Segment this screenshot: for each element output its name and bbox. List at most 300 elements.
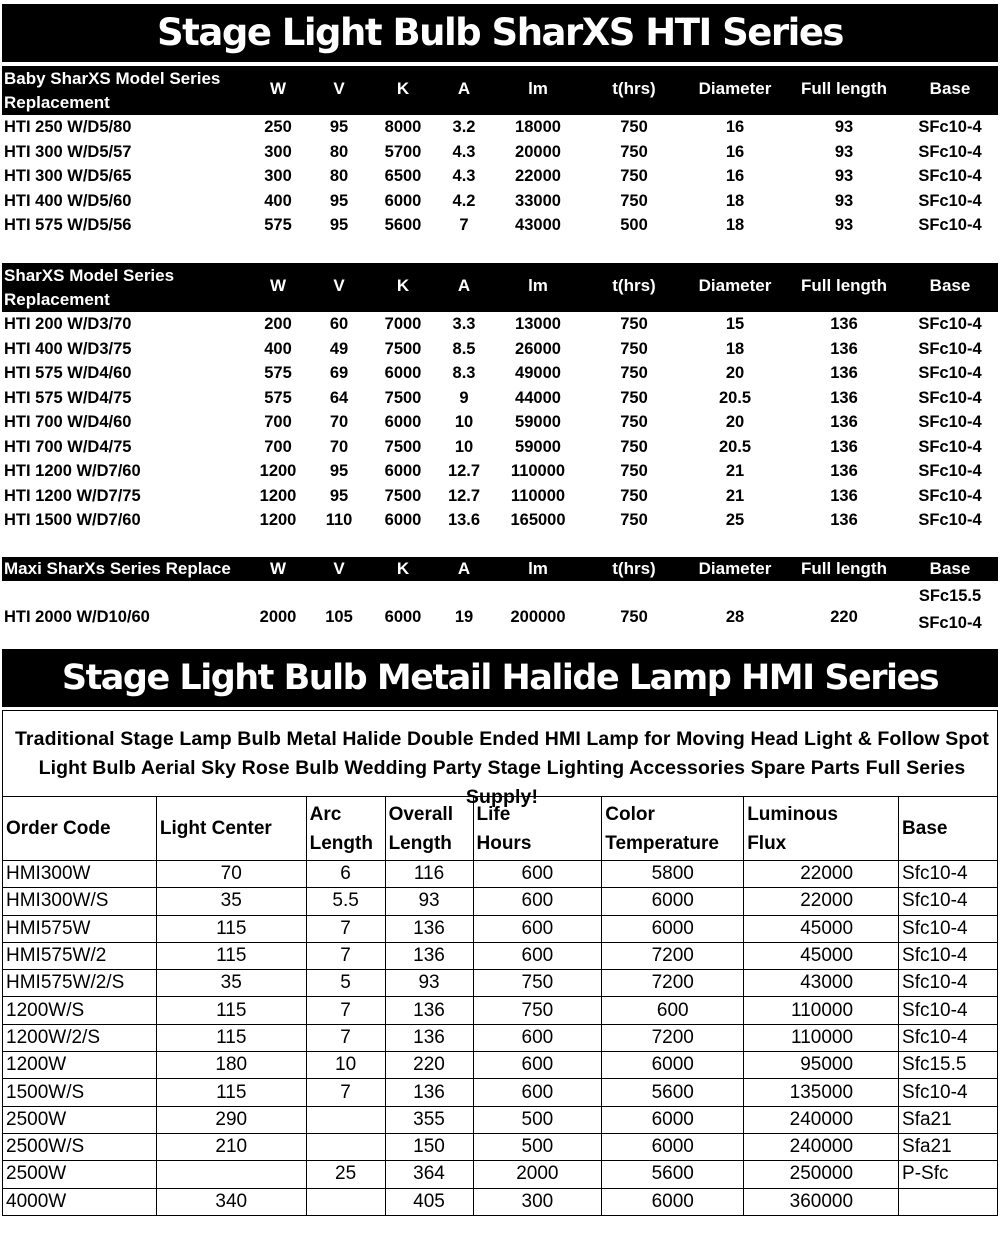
hmi-cell-life-hours: 300 [473,1188,602,1215]
hmi-cell-light-center [156,1161,306,1188]
cell-full-length: 93 [834,167,854,185]
baby-sharxs-title-line1: Baby SharXS Model Series [4,69,221,88]
cell-diameter: 16 [725,118,745,136]
hmi-cell-light-center: 340 [156,1188,306,1215]
maxi-sharxs-title: Maxi SharXs Series Replace [4,559,231,578]
hmi-cell-overall-length: 136 [385,997,473,1024]
baby-sharxs-section [2,66,998,238]
hmi-cell-arc-length [306,1106,385,1133]
col-w: W [269,276,287,295]
hmi-cell-overall-length: 220 [385,1052,473,1079]
table-row [2,337,998,362]
cell-base: SFc10-4 [918,167,982,185]
col-t: t(hrs) [612,276,656,295]
hmi-cell-color-temperature: 6000 [602,1052,744,1079]
cell-lm: 26000 [515,339,561,358]
cell-full-length: 136 [830,486,858,505]
hmi-cell-base: Sfa21 [899,1133,998,1160]
hmi-cell-overall-length: 136 [385,1079,473,1106]
cell-full-length: 136 [830,437,858,456]
cell-v: 69 [329,364,349,382]
cell-lm: 49000 [515,364,561,382]
cell-base: SFc10-4 [918,437,982,456]
cell-w: 300 [264,167,292,185]
maxi-lm: 200000 [510,608,566,626]
hmi-cell-order-code: HMI575W/2 [3,942,157,969]
hmi-cell-luminous-flux: 240000 [744,1106,899,1133]
hmi-cell-life-hours: 750 [473,970,602,997]
hmi-cell-overall-length: 355 [385,1106,473,1133]
col-a: A [457,559,471,578]
cell-a: 12.7 [447,486,481,505]
hmi-table-box [2,710,998,1216]
cell-a: 7 [459,216,469,234]
hmi-cell-order-code: 1200W [3,1052,157,1079]
hmi-cell-base: Sfc10-4 [899,861,998,888]
maxi-k: 6000 [384,608,422,626]
cell-base: SFc10-4 [918,486,982,505]
cell-v: 70 [329,413,349,431]
cell-k: 6000 [384,511,422,529]
cell-model: HTI 400 W/D3/75 [4,339,132,358]
cell-a: 3.3 [452,315,476,333]
table-row [2,140,998,165]
hmi-description-line1: Traditional Stage Lamp Bulb Metal Halide Double Ended HMI Lamp for Moving Head Light & Follow Spot [15,728,989,750]
table-row [3,1079,998,1106]
cell-k: 6000 [384,462,422,480]
cell-t: 750 [620,511,648,529]
col-full-length: Full length [801,559,887,578]
table-row [2,410,998,435]
cell-base: SFc10-4 [918,413,982,431]
cell-v: 49 [329,339,349,358]
table-row [3,1106,998,1133]
hmi-cell-overall-length: 136 [385,942,473,969]
hmi-cell-life-hours: 600 [473,1024,602,1051]
cell-model: HTI 1500 W/D7/60 [4,511,141,529]
hmi-cell-base: P-Sfc [899,1161,998,1188]
cell-t: 500 [620,216,648,234]
cell-a: 3.2 [452,118,476,136]
table-row [2,115,998,140]
cell-diameter: 25 [725,511,745,529]
cell-t: 750 [620,339,648,358]
cell-a: 9 [459,388,469,407]
table-row [2,312,998,337]
table-row [2,435,998,460]
hmi-table [2,796,998,1216]
hmi-cell-luminous-flux: 360000 [744,1188,899,1215]
hmi-cell-luminous-flux: 110000 [744,1024,899,1051]
hmi-cell-light-center: 70 [156,861,306,888]
cell-v: 95 [329,462,349,480]
hmi-cell-arc-length: 10 [306,1052,385,1079]
cell-w: 575 [264,364,292,382]
hmi-cell-life-hours: 600 [473,1079,602,1106]
sharxs-rows [2,312,998,533]
cell-diameter: 18 [725,339,745,358]
cell-k: 6000 [384,364,422,382]
hmi-cell-arc-length: 5 [306,970,385,997]
cell-model: HTI 700 W/D4/60 [4,413,132,431]
sharxs-title-line2: Replacement [4,290,110,309]
hmi-cell-color-temperature: 6000 [602,915,744,942]
cell-w: 1200 [259,511,297,529]
col-k: K [396,79,410,98]
sharxs-header [2,263,998,312]
cell-v: 95 [329,486,349,505]
col-full-length: Full length [801,276,887,295]
cell-t: 750 [620,191,648,210]
hmi-col-arc-length: Arc Length [306,797,385,861]
cell-base: SFc10-4 [918,191,982,210]
table-row [3,1188,998,1215]
cell-v: 95 [329,191,349,210]
hmi-cell-arc-length: 7 [306,1024,385,1051]
cell-base: SFc10-4 [918,339,982,358]
hmi-cell-order-code: HMI300W/S [3,888,157,915]
hmi-col-luminous-flux: Luminous Flux [744,797,899,861]
cell-lm: 110000 [510,486,566,505]
hmi-cell-order-code: 2500W [3,1161,157,1188]
cell-base: SFc10-4 [918,118,982,136]
cell-a: 8.3 [452,364,476,382]
maxi-w: 2000 [259,608,297,626]
maxi-model: HTI 2000 W/D10/60 [4,608,150,626]
cell-t: 750 [620,315,648,333]
table-row [3,1052,998,1079]
cell-a: 4.3 [452,167,476,185]
cell-w: 700 [264,413,292,431]
table-row [2,213,998,238]
col-t: t(hrs) [612,79,656,98]
baby-sharxs-title-line2: Replacement [4,93,110,112]
hmi-cell-life-hours: 600 [473,1052,602,1079]
col-lm: lm [528,79,548,98]
cell-lm: 20000 [515,142,561,161]
cell-lm: 59000 [515,437,561,456]
cell-k: 7000 [384,315,422,333]
cell-w: 1200 [259,486,297,505]
hmi-cell-order-code: 2500W/S [3,1133,157,1160]
col-diameter: Diameter [698,276,772,295]
hmi-cell-light-center: 115 [156,1079,306,1106]
col-full-length: Full length [801,79,887,98]
cell-w: 250 [264,118,292,136]
cell-diameter: 18 [725,216,745,234]
hmi-cell-luminous-flux: 22000 [744,888,899,915]
cell-full-length: 136 [830,413,858,431]
table-row [3,888,998,915]
hmi-cell-life-hours: 600 [473,942,602,969]
cell-w: 200 [264,315,292,333]
hmi-col-order-code: Order Code [3,797,157,861]
maxi-full-length: 220 [830,608,858,626]
hmi-cell-life-hours: 600 [473,861,602,888]
cell-full-length: 93 [834,191,854,210]
hmi-cell-color-temperature: 6000 [602,1106,744,1133]
col-base: Base [929,79,971,98]
cell-model: HTI 1200 W/D7/60 [4,462,141,480]
cell-w: 575 [264,216,292,234]
hmi-cell-light-center: 115 [156,942,306,969]
hmi-col-light-center: Light Center [156,797,306,861]
cell-w: 300 [264,142,292,161]
cell-full-length: 93 [834,216,854,234]
cell-k: 7500 [384,339,422,358]
hmi-cell-base: Sfa21 [899,1106,998,1133]
hmi-cell-light-center: 115 [156,915,306,942]
cell-diameter: 21 [725,462,745,480]
cell-diameter: 20 [725,413,745,431]
hmi-cell-luminous-flux: 110000 [744,997,899,1024]
sharxs-title-line1: SharXS Model Series [4,266,175,285]
cell-v: 110 [325,511,353,529]
hmi-cell-color-temperature: 6000 [602,1133,744,1160]
col-k: K [396,559,410,578]
cell-v: 80 [329,142,349,161]
hmi-cell-base: Sfc10-4 [899,915,998,942]
cell-t: 750 [620,413,648,431]
hmi-cell-base: Sfc10-4 [899,888,998,915]
cell-model: HTI 250 W/D5/80 [4,118,132,136]
hmi-header-row [3,797,998,861]
hmi-cell-arc-length: 7 [306,942,385,969]
hmi-cell-light-center: 210 [156,1133,306,1160]
hmi-cell-overall-length: 405 [385,1188,473,1215]
cell-a: 12.7 [447,462,481,480]
cell-k: 7500 [384,437,422,456]
cell-v: 80 [329,167,349,185]
hmi-cell-light-center: 115 [156,1024,306,1051]
cell-v: 95 [329,118,349,136]
cell-lm: 22000 [515,167,561,185]
table-row [3,1161,998,1188]
cell-lm: 44000 [515,388,561,407]
col-diameter: Diameter [698,79,772,98]
hmi-cell-life-hours: 750 [473,997,602,1024]
table-row [2,609,998,637]
table-row [3,970,998,997]
col-diameter: Diameter [698,559,772,578]
col-v: V [333,276,345,295]
hmi-cell-base: Sfc10-4 [899,970,998,997]
cell-lm: 18000 [515,118,561,136]
hmi-series-banner: Stage Light Bulb Metail Halide Lamp HMI Series [2,649,998,707]
hmi-cell-luminous-flux: 43000 [744,970,899,997]
maxi-diameter: 28 [725,608,745,626]
cell-base: SFc10-4 [918,511,982,529]
cell-model: HTI 1200 W/D7/75 [4,486,141,505]
hmi-cell-luminous-flux: 95000 [744,1052,899,1079]
hmi-cell-order-code: 1200W/2/S [3,1024,157,1051]
cell-diameter: 20.5 [718,437,752,456]
hmi-cell-light-center: 115 [156,997,306,1024]
cell-k: 5700 [384,142,422,161]
maxi-sharxs-section [2,557,998,637]
hmi-cell-arc-length [306,1188,385,1215]
cell-t: 750 [620,437,648,456]
cell-full-length: 136 [830,364,858,382]
col-v: V [333,559,345,578]
cell-lm: 13000 [515,315,561,333]
cell-full-length: 136 [830,511,858,529]
hmi-table-body [3,861,998,1216]
hmi-cell-life-hours: 600 [473,915,602,942]
cell-model: HTI 575 W/D4/75 [4,388,132,407]
maxi-v: 105 [325,608,353,626]
cell-v: 60 [329,315,349,333]
cell-full-length: 136 [830,315,858,333]
hti-series-banner: Stage Light Bulb SharXS HTI Series [2,4,998,62]
hmi-cell-arc-length: 7 [306,1079,385,1106]
baby-sharxs-rows [2,115,998,238]
hmi-description [3,711,997,808]
cell-t: 750 [620,486,648,505]
hmi-col-overall-length: Overall Length [385,797,473,861]
cell-v: 70 [329,437,349,456]
cell-full-length: 136 [830,462,858,480]
cell-full-length: 136 [830,388,858,407]
cell-t: 750 [620,167,648,185]
hmi-cell-overall-length: 136 [385,915,473,942]
hmi-description-line2: Light Bulb Aerial Sky Rose Bulb Wedding Party Stage Lighting Accessories Spare Parts Full Series Supply! [38,757,966,808]
hmi-cell-light-center: 35 [156,888,306,915]
cell-model: HTI 200 W/D3/70 [4,315,132,333]
cell-model: HTI 300 W/D5/65 [4,167,132,185]
hmi-cell-arc-length: 7 [306,915,385,942]
table-row [2,361,998,386]
maxi-base-line2: SFc10-4 [918,614,982,632]
cell-lm: 165000 [510,511,566,529]
col-a: A [457,79,471,98]
hmi-cell-overall-length: 364 [385,1161,473,1188]
hmi-cell-light-center: 35 [156,970,306,997]
cell-k: 7500 [384,486,422,505]
hmi-cell-order-code: 4000W [3,1188,157,1215]
cell-model: HTI 700 W/D4/75 [4,437,132,456]
cell-k: 7500 [384,388,422,407]
table-row [3,915,998,942]
table-row [3,1133,998,1160]
cell-model: HTI 575 W/D4/60 [4,364,132,382]
hmi-cell-order-code: HMI575W [3,915,157,942]
table-row [3,997,998,1024]
cell-v: 95 [329,216,349,234]
cell-diameter: 16 [725,167,745,185]
cell-w: 700 [264,437,292,456]
hmi-cell-order-code: HMI575W/2/S [3,970,157,997]
hmi-cell-order-code: 1200W/S [3,997,157,1024]
cell-w: 400 [264,339,292,358]
hmi-cell-overall-length: 150 [385,1133,473,1160]
hmi-cell-color-temperature: 7200 [602,970,744,997]
hmi-cell-life-hours: 2000 [473,1161,602,1188]
col-lm: lm [528,559,548,578]
cell-a: 13.6 [447,511,481,529]
cell-w: 1200 [259,462,297,480]
hmi-cell-overall-length: 93 [385,970,473,997]
cell-model: HTI 300 W/D5/57 [4,142,132,161]
hmi-cell-luminous-flux: 240000 [744,1133,899,1160]
cell-t: 750 [620,364,648,382]
hmi-cell-luminous-flux: 250000 [744,1161,899,1188]
table-row [2,508,998,533]
col-base: Base [929,276,971,295]
table-row [2,164,998,189]
cell-w: 575 [264,388,292,407]
cell-diameter: 18 [725,191,745,210]
table-row [2,459,998,484]
cell-lm: 110000 [510,462,566,480]
hmi-cell-overall-length: 116 [385,861,473,888]
table-row [2,189,998,214]
maxi-a: 19 [454,608,474,626]
hmi-cell-arc-length: 5.5 [306,888,385,915]
col-base: Base [929,559,971,578]
baby-sharxs-header [2,66,998,115]
hmi-cell-arc-length: 6 [306,861,385,888]
hmi-cell-arc-length: 25 [306,1161,385,1188]
hmi-cell-light-center: 180 [156,1052,306,1079]
hmi-cell-life-hours: 600 [473,888,602,915]
hmi-cell-light-center: 290 [156,1106,306,1133]
table-row [3,1024,998,1051]
cell-w: 400 [264,191,292,210]
cell-t: 750 [620,118,648,136]
hmi-cell-color-temperature: 7200 [602,942,744,969]
cell-full-length: 93 [834,142,854,161]
cell-diameter: 21 [725,486,745,505]
hmi-cell-luminous-flux: 135000 [744,1079,899,1106]
hmi-cell-overall-length: 136 [385,1024,473,1051]
cell-base: SFc10-4 [918,216,982,234]
cell-lm: 43000 [515,216,561,234]
hmi-cell-color-temperature: 6000 [602,888,744,915]
col-lm: lm [528,276,548,295]
hmi-cell-arc-length: 7 [306,997,385,1024]
cell-t: 750 [620,462,648,480]
col-k: K [396,276,410,295]
hmi-cell-arc-length [306,1133,385,1160]
table-row [3,861,998,888]
hmi-cell-base: Sfc15.5 [899,1052,998,1079]
cell-base: SFc10-4 [918,462,982,480]
col-t: t(hrs) [612,559,656,578]
table-row [2,484,998,509]
hmi-cell-color-temperature: 5600 [602,1161,744,1188]
cell-diameter: 20.5 [718,388,752,407]
hmi-cell-luminous-flux: 45000 [744,942,899,969]
hmi-cell-color-temperature: 5800 [602,861,744,888]
cell-base: SFc10-4 [918,388,982,407]
cell-base: SFc10-4 [918,142,982,161]
cell-full-length: 136 [830,339,858,358]
maxi-base-line1: SFc15.5 [918,587,982,605]
cell-full-length: 93 [834,118,854,136]
hmi-cell-life-hours: 500 [473,1106,602,1133]
hmi-cell-order-code: 2500W [3,1106,157,1133]
table-row [2,386,998,411]
cell-model: HTI 400 W/D5/60 [4,191,132,210]
cell-diameter: 16 [725,142,745,161]
hmi-cell-order-code: HMI300W [3,861,157,888]
hmi-col-life-hours: Life Hours [473,797,602,861]
cell-a: 10 [454,413,474,431]
hmi-cell-color-temperature: 6000 [602,1188,744,1215]
cell-base: SFc10-4 [918,364,982,382]
maxi-t: 750 [620,608,648,626]
